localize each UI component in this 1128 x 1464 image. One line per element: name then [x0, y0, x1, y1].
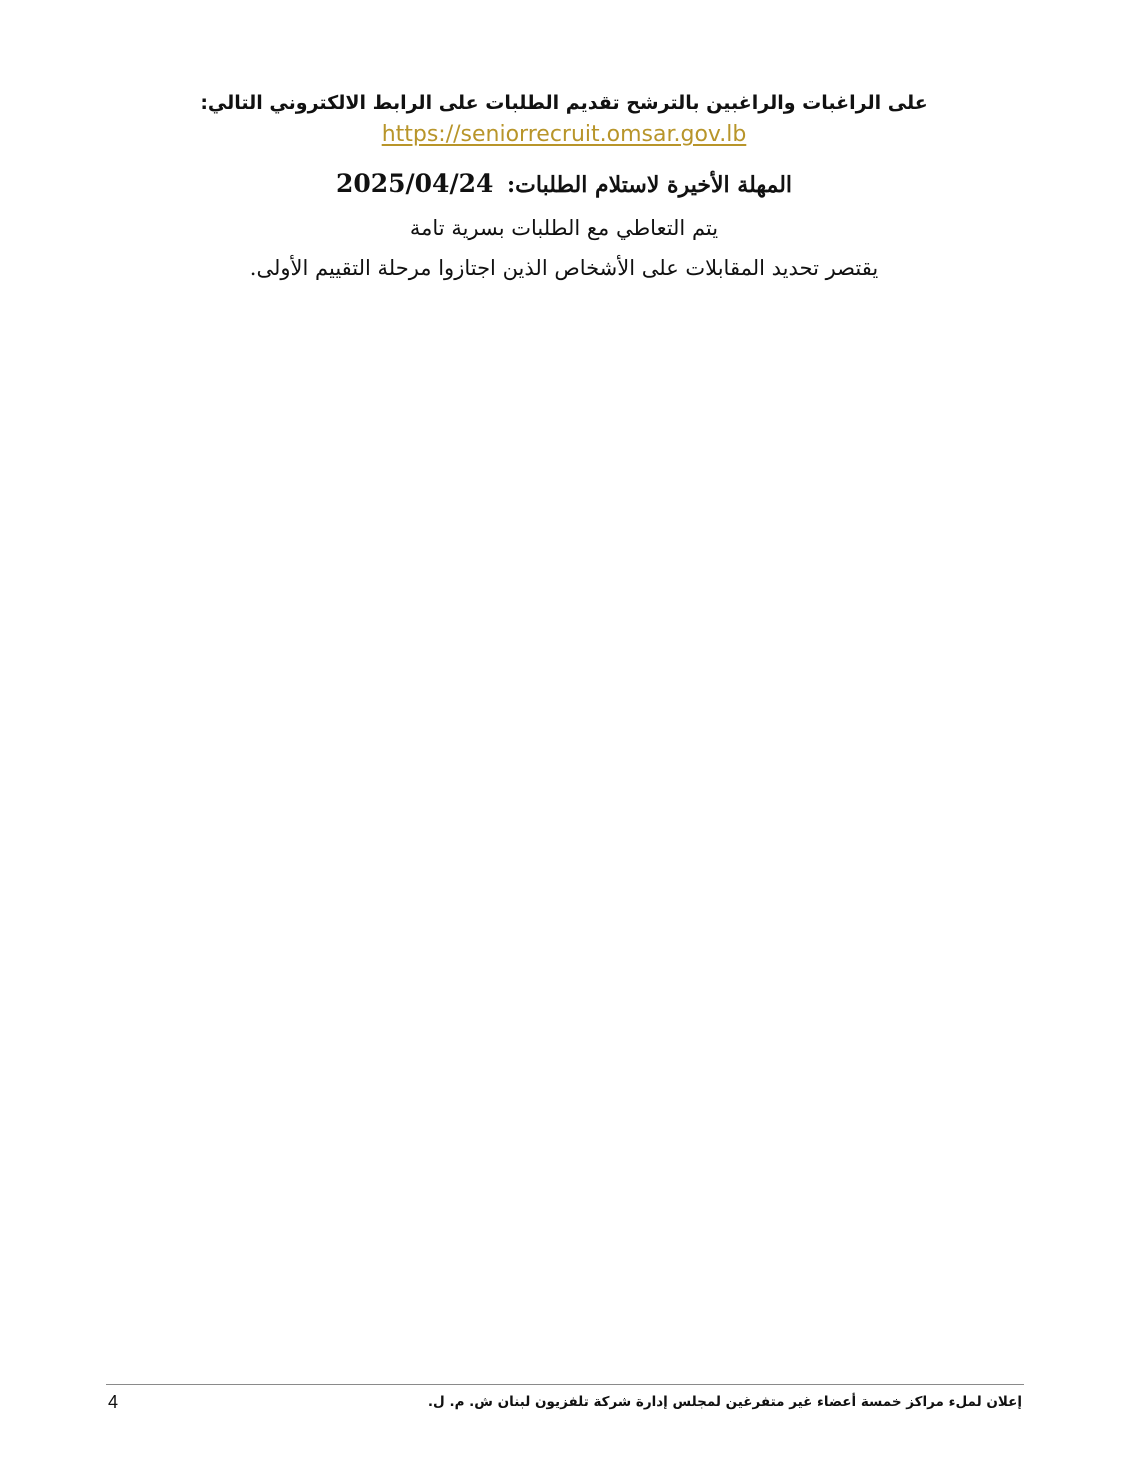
announcement-body — [140, 86, 988, 291]
interview-note: يقتصر تحديد المقابلات على الأشخاص الذين اجتازوا مرحلة التقييم الأولى. — [249, 256, 879, 280]
deadline-date: 2025/04/24 — [335, 169, 494, 198]
confidentiality-note: يتم التعاطي مع الطلبات بسرية تامة — [409, 216, 719, 240]
deadline-label: المهلة الأخيرة لاستلام الطلبات: — [507, 172, 793, 198]
deadline-line — [140, 164, 988, 205]
footer-title: إعلان لملء مراكز خمسة أعضاء غير متفرغين لمجلس إدارة شركة تلفزيون لبنان ش. م. ل. — [427, 1394, 1022, 1410]
apply-link-row — [140, 120, 988, 150]
apply-link[interactable]: https://seniorrecruit.omsar.gov.lb — [381, 122, 747, 147]
footer-divider — [106, 1384, 1024, 1385]
page-number: 4 — [108, 1392, 119, 1412]
apply-instruction: على الراغبات والراغبين بالترشح تقديم الطلبات على الرابط الالكتروني التالي: — [200, 92, 928, 114]
